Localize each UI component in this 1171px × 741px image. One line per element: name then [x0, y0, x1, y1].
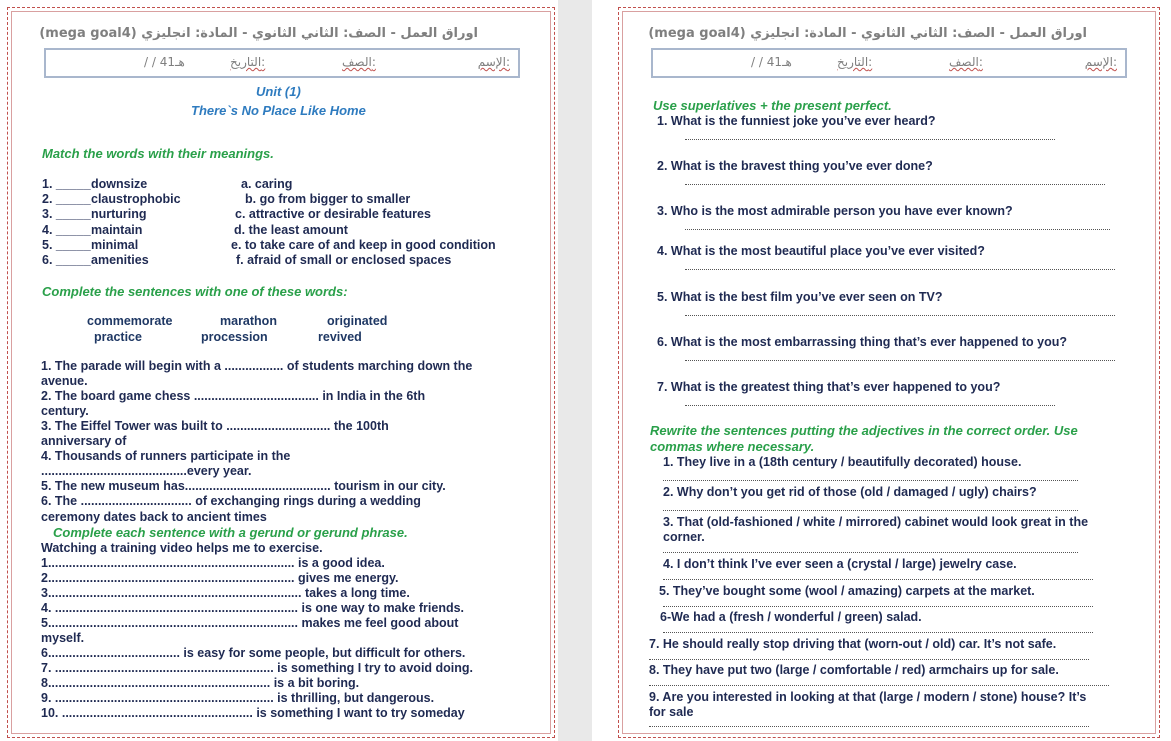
unit-subtitle: There`s No Place Like Home	[191, 103, 366, 118]
sentence-line: 2. The board game chess .................................... in India in the 6th	[41, 389, 426, 403]
match-word: minimal	[91, 238, 139, 252]
match-number: 1. _____	[42, 177, 91, 191]
gerund-line: 9. ............................................................... is thrilling, but dangerous.	[41, 691, 435, 705]
sentence-line: 1. The parade will begin with a ................. of students marching down the	[41, 359, 473, 373]
sentence-line: avenue.	[41, 374, 88, 388]
rewrite-item: 1. They live in a (18th century / beautifully decorated) house.	[663, 455, 1022, 469]
match-word: amenities	[91, 253, 149, 267]
match-word: downsize	[91, 177, 148, 191]
word-bank-item: revived	[318, 330, 362, 344]
worksheet-title: اوراق العمل - الصف: الثاني الثانوي - المادة: انجليزي (mega goal4)	[39, 26, 478, 41]
question: 5. What is the best film you’ve ever seen on TV?	[657, 290, 943, 304]
question: 2. What is the bravest thing you’ve ever done?	[657, 159, 933, 173]
rewrite-item: 8. They have put two (large / comfortable / red) armchairs up for sale.	[649, 663, 1059, 677]
answer-line	[663, 579, 1093, 580]
gerund-heading: Complete each sentence with a gerund or gerund phrase.	[53, 525, 408, 540]
match-meaning: f. afraid of small or enclosed spaces	[236, 253, 452, 267]
gerund-line: 8................................................................ is a bit boring.	[41, 676, 360, 690]
answer-line	[685, 405, 1055, 406]
worksheet-title: اوراق العمل - الصف: الثاني الثانوي - المادة: انجليزي (mega goal4)	[648, 26, 1087, 41]
gerund-line: 1....................................................................... is a good idea.	[41, 556, 385, 570]
word-bank-item: marathon	[220, 314, 277, 328]
gerund-line: 4. ...................................................................... is one way to make friends.	[41, 601, 465, 615]
answer-line	[663, 632, 1093, 633]
complete-heading: Complete the sentences with one of these words:	[42, 284, 348, 299]
answer-line	[663, 510, 1078, 511]
rewrite-item: 9. Are you interested in looking at that (large / modern / stone) house? It’s	[649, 690, 1087, 704]
gerund-line: myself.	[41, 631, 85, 645]
match-number: 4. _____	[42, 223, 91, 237]
match-meaning: a. caring	[241, 177, 293, 191]
match-meaning: b. go from bigger to smaller	[245, 192, 411, 206]
word-bank-item: procession	[201, 330, 268, 344]
unit-title: Unit (1)	[256, 84, 301, 99]
rewrite-item-continued: for sale	[649, 705, 694, 719]
match-number: 3. _____	[42, 207, 91, 221]
sentence-line: anniversary of	[41, 434, 127, 448]
rewrite-item: 5. They’ve bought some (wool / amazing) carpets at the market.	[659, 584, 1035, 598]
match-word: claustrophobic	[91, 192, 181, 206]
rewrite-item: 6-We had a (fresh / wonderful / green) salad.	[660, 610, 922, 624]
sentence-line: ceremony dates back to ancient times	[41, 510, 267, 524]
sentence-line: ..........................................every year.	[41, 464, 252, 478]
sentence-line: 6. The ................................ of exchanging rings during a wedding	[41, 494, 421, 508]
answer-line	[685, 184, 1105, 185]
date-value: / / 41هـ	[751, 55, 792, 69]
gerund-line: 10. ....................................................... is something I want to try someday	[41, 706, 465, 720]
student-info-box	[44, 48, 520, 78]
date-value: / / 41هـ	[144, 55, 185, 69]
sentence-line: 3. The Eiffel Tower was built to .............................. the 100th	[41, 419, 389, 433]
answer-line	[663, 480, 1078, 481]
gerund-line: 7. ............................................................... is something I try to avoid doing.	[41, 661, 474, 675]
question: 4. What is the most beautiful place you’ve ever visited?	[657, 244, 985, 258]
word-bank-item: practice	[94, 330, 142, 344]
answer-line	[685, 229, 1110, 230]
sentence-line: century.	[41, 404, 89, 418]
sentence-line: 5. The new museum has.......................................... tourism in our city.	[41, 479, 446, 493]
question: 3. Who is the most admirable person you have ever known?	[657, 204, 1013, 218]
name-label: الإسم:	[1084, 55, 1117, 69]
answer-line	[685, 360, 1115, 361]
sentence-line: 4. Thousands of runners participate in the	[41, 449, 291, 463]
word-bank-item: commemorate	[87, 314, 173, 328]
class-label: الصف:	[342, 55, 376, 69]
rewrite-item: 2. Why don’t you get rid of those (old / damaged / ugly) chairs?	[663, 485, 1037, 499]
question: 7. What is the greatest thing that’s ever happened to you?	[657, 380, 1001, 394]
answer-line	[649, 685, 1109, 686]
date-label: التاريخ:	[837, 55, 873, 69]
word-bank-item: originated	[327, 314, 388, 328]
date-label: التاريخ:	[230, 55, 266, 69]
match-number: 2. _____	[42, 192, 91, 206]
match-number: 6. _____	[42, 253, 91, 267]
gerund-line: 6...................................... is easy for some people, but difficult for others.	[41, 646, 466, 660]
match-number: 5. _____	[42, 238, 91, 252]
answer-line	[663, 552, 1078, 553]
answer-line	[685, 139, 1055, 140]
match-meaning: c. attractive or desirable features	[235, 207, 431, 221]
gerund-line: 3......................................................................... takes a long time.	[41, 586, 410, 600]
right-page	[592, 0, 1171, 741]
answer-line	[649, 659, 1089, 660]
rewrite-heading-continued: commas where necessary.	[650, 439, 815, 454]
page-gap	[558, 0, 592, 741]
question: 1. What is the funniest joke you’ve ever heard?	[657, 114, 936, 128]
answer-line	[663, 606, 1093, 607]
rewrite-item: 3. That (old-fashioned / white / mirrored) cabinet would look great in the	[663, 515, 1089, 529]
answer-line	[685, 315, 1115, 316]
gerund-line: 5........................................................................ makes me feel good about	[41, 616, 459, 630]
rewrite-item: 4. I don’t think I’ve ever seen a (crystal / large) jewelry case.	[663, 557, 1017, 571]
match-meaning: d. the least amount	[234, 223, 348, 237]
match-word: maintain	[91, 223, 143, 237]
match-meaning: e. to take care of and keep in good condition	[231, 238, 496, 252]
gerund-line: 2....................................................................... gives me energy.	[41, 571, 399, 585]
superlatives-heading: Use superlatives + the present perfect.	[653, 98, 892, 113]
match-heading: Match the words with their meanings.	[42, 146, 274, 161]
answer-line	[649, 726, 1089, 727]
rewrite-heading: Rewrite the sentences putting the adjectives in the correct order. Use	[650, 423, 1078, 438]
student-info-box	[651, 48, 1127, 78]
answer-line	[685, 269, 1115, 270]
gerund-example: Watching a training video helps me to exercise.	[41, 541, 323, 555]
match-word: nurturing	[91, 207, 147, 221]
left-page	[0, 0, 558, 741]
rewrite-item-continued: corner.	[663, 530, 705, 544]
class-label: الصف:	[949, 55, 983, 69]
rewrite-item: 7. He should really stop driving that (worn-out / old) car. It’s not safe.	[649, 637, 1057, 651]
question: 6. What is the most embarrassing thing that’s ever happened to you?	[657, 335, 1068, 349]
name-label: الإسم:	[477, 55, 510, 69]
